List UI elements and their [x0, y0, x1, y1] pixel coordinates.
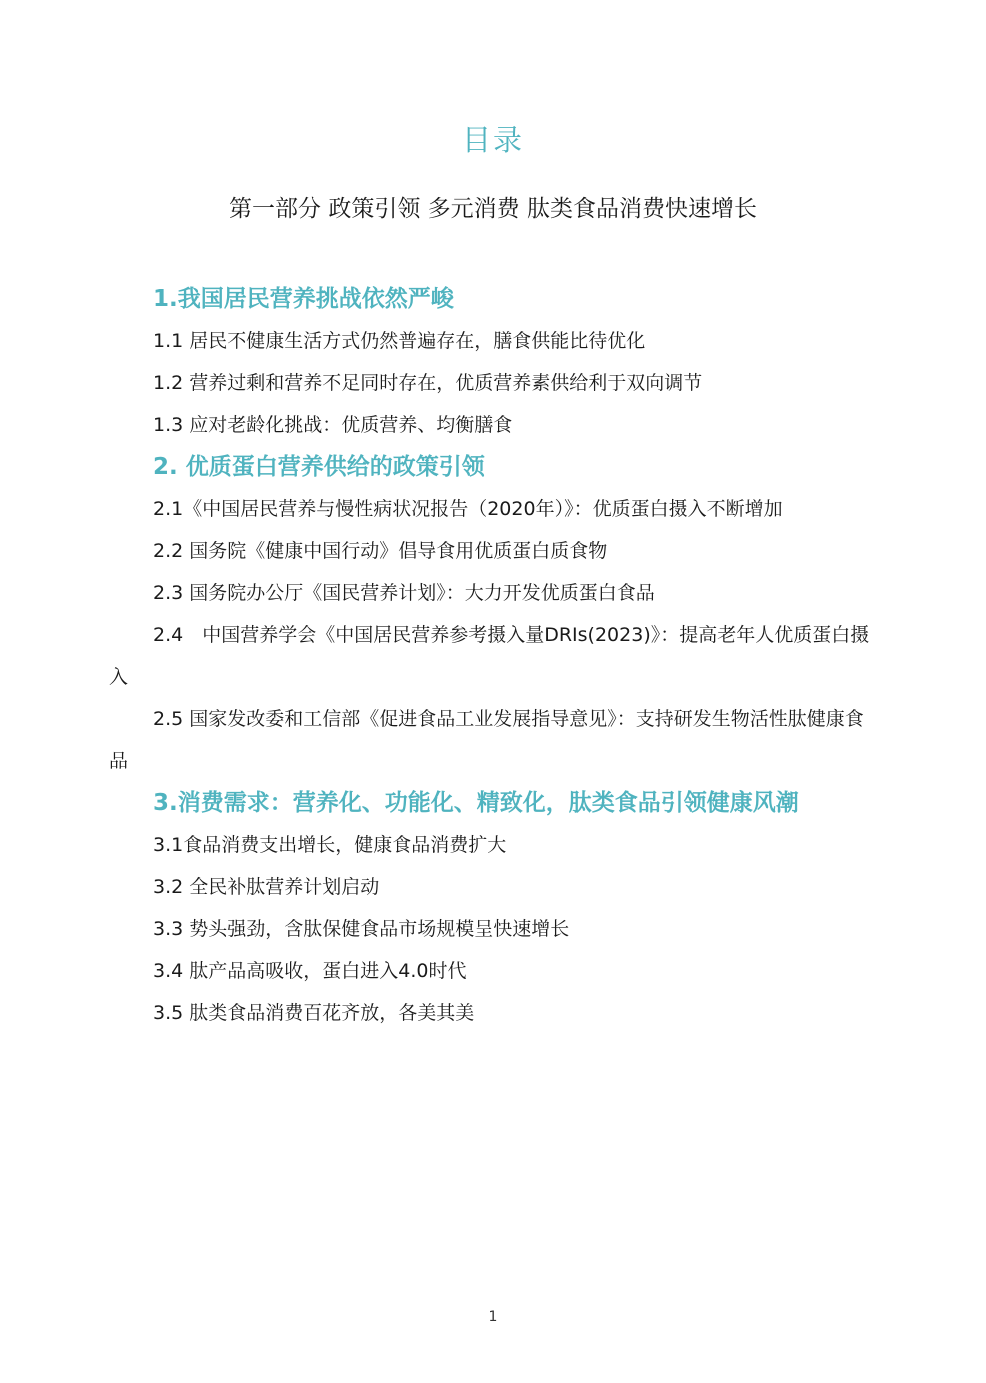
- toc-item[interactable]: 1.1 居民不健康生活方式仍然普遍存在，膳食供能比待优化: [153, 330, 646, 352]
- table-of-contents: [109, 278, 877, 1034]
- toc-title: 目录: [461, 123, 524, 157]
- toc-item[interactable]: 2.1《中国居民营养与慢性病状况报告（2020年）》：优质蛋白摄入不断增加: [153, 498, 783, 520]
- toc-item[interactable]: 2.5 国家发改委和工信部《促进食品工业发展指导意见》：支持研发生物活性肽健康食品: [109, 708, 864, 772]
- toc-item[interactable]: 3.5 肽类食品消费百花齐放，各美其美: [153, 1002, 475, 1024]
- toc-item[interactable]: 2.4 中国营养学会《中国居民营养参考摄入量DRIs(2023)》：提高老年人优质蛋白摄入: [109, 624, 870, 688]
- toc-item[interactable]: 3.2 全民补肽营养计划启动: [153, 876, 380, 898]
- toc-item[interactable]: 3.3 势头强劲，含肽保健食品市场规模呈快速增长: [153, 918, 570, 940]
- toc-item[interactable]: 2.2 国务院《健康中国行动》倡导食用优质蛋白质食物: [153, 540, 608, 562]
- toc-item[interactable]: 2.3 国务院办公厅《国民营养计划》：大力开发优质蛋白食品: [153, 582, 655, 604]
- toc-item[interactable]: 1.2 营养过剩和营养不足同时存在，优质营养素供给利于双向调节: [153, 372, 703, 394]
- toc-item[interactable]: 1.3 应对老龄化挑战：优质营养、均衡膳食: [153, 414, 513, 436]
- section-heading[interactable]: 2. 优质蛋白营养供给的政策引领: [153, 454, 485, 480]
- part-title: 第一部分 政策引领 多元消费 肽类食品消费快速增长: [229, 196, 757, 222]
- section-heading[interactable]: 3.消费需求：营养化、功能化、精致化，肽类食品引领健康风潮: [153, 790, 799, 816]
- toc-item[interactable]: 3.1食品消费支出增长，健康食品消费扩大: [153, 834, 507, 856]
- section-heading[interactable]: 1.我国居民营养挑战依然严峻: [153, 286, 454, 312]
- page-number: 1: [488, 1309, 498, 1325]
- toc-item[interactable]: 3.4 肽产品高吸收，蛋白进入4.0时代: [153, 960, 467, 982]
